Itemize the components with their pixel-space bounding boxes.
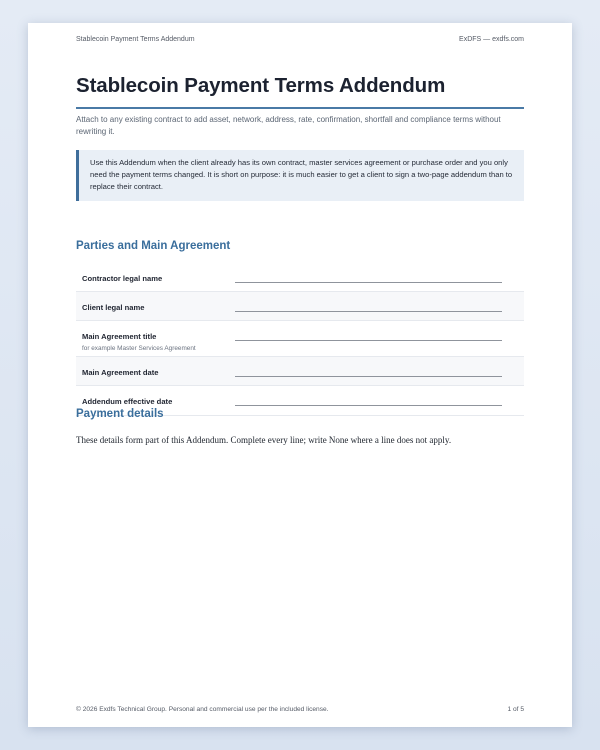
field-row-contractor-name (76, 263, 524, 292)
section-heading-parties: Parties and Main Agreement (76, 240, 231, 252)
document-page (28, 23, 572, 727)
document-title: Stablecoin Payment Terms Addendum (76, 74, 446, 97)
parties-fields (76, 263, 524, 416)
copyright-notice: © 2026 Exdfs Technical Group. Personal and commercial use per the included license. (76, 706, 329, 713)
document-subtitle: Attach to any existing contract to add asset, network, address, rate, confirmation, shortfall and compliance terms without rewriting it. (76, 115, 501, 136)
section-heading-payment: Payment details (76, 408, 164, 420)
field-label: Client legal name (82, 303, 145, 312)
contractor-name-blank[interactable] (235, 282, 502, 283)
field-label: Contractor legal name (82, 274, 163, 283)
field-row-main-agreement-date (76, 357, 524, 386)
header-document-name: Stablecoin Payment Terms Addendum (76, 36, 195, 43)
payment-details-text: These details form part of this Addendum. Complete every line; write None where a line does not apply. (76, 435, 452, 445)
page-number: 1 of 5 (507, 706, 524, 713)
addendum-effective-date-blank[interactable] (235, 405, 502, 406)
field-row-main-agreement-title (76, 321, 524, 357)
field-label: Main Agreement date (82, 368, 159, 377)
running-header (76, 36, 524, 43)
page-footer (76, 706, 524, 713)
title-divider (76, 107, 524, 109)
main-agreement-date-blank[interactable] (235, 376, 502, 377)
client-name-blank[interactable] (235, 311, 502, 312)
field-hint: for example Master Services Agreement (82, 345, 196, 352)
main-agreement-title-blank[interactable] (235, 340, 502, 341)
field-label: Main Agreement title (82, 332, 157, 341)
usage-callout: Use this Addendum when the client already has its own contract, master services agreement or purchase order and you only need the payment terms changed. It is short on purpose: it is much easier to get a client to sign a two-page addendum than to replace their contract. (76, 150, 524, 201)
header-site: ExDFS — exdfs.com (459, 36, 524, 43)
field-label: Addendum effective date (82, 397, 173, 406)
field-row-client-name (76, 292, 524, 321)
